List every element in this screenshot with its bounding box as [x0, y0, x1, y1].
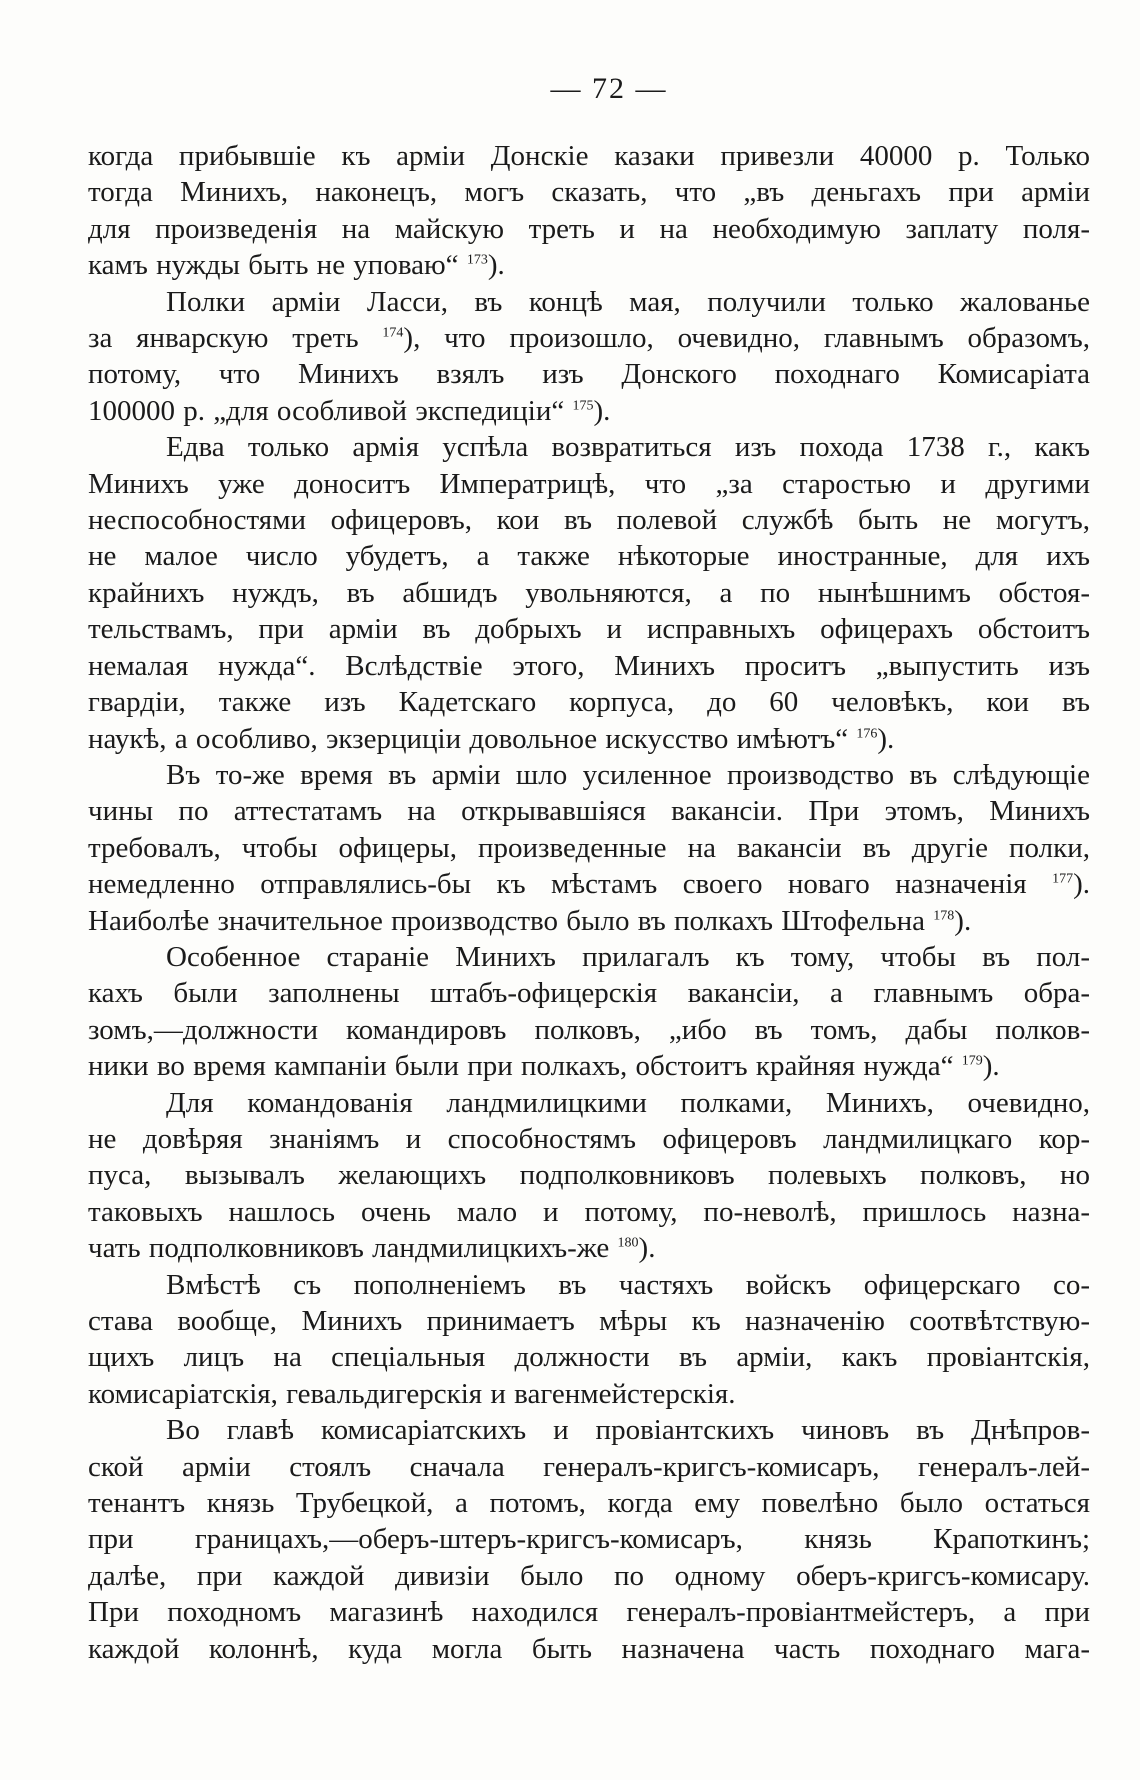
footnote-ref: 173 [466, 252, 488, 268]
text-line: При походномъ магазинѣ находился генералъ-провіантмейстеръ, а при [88, 1596, 1090, 1629]
text-line: требовалъ, чтобы офицеры, произведенные на вакансіи въ другіе полки, [88, 831, 1090, 864]
text-line: Для командованія ландмилицкими полками, Минихъ, очевидно, [166, 1086, 1090, 1119]
text-line: неспособностями офицеровъ, кои въ полевой службѣ быть не могутъ, [88, 504, 1090, 537]
text-line: Вмѣстѣ съ пополненіемъ въ частяхъ войскъ офицерскаго со- [166, 1268, 1090, 1301]
footnote-ref: 175 [572, 398, 594, 414]
text-line: Наиболѣе значительное производство было въ полкахъ Штофельна $^{178}$). [88, 904, 972, 937]
text-line: Во главѣ комисаріатскихъ и провіантскихъ чиновъ въ Днѣпров- [166, 1414, 1090, 1447]
text-line: Въ то-же время въ арміи шло усиленное производство въ слѣдующіе [166, 758, 1090, 791]
text-line: пуса, вызывалъ желающихъ подполковниковъ полевыхъ полковъ, но [88, 1159, 1090, 1192]
text-line: комисаріатскія, гевальдигерскія и вагенмейстерскія. [88, 1377, 736, 1410]
text-line: за январскую треть $^{174}$), что произошло, очевидно, главнымъ образомъ, [88, 322, 1090, 355]
text-line: чины по аттестатамъ на открывавшіяся вакансіи. При этомъ, Минихъ [88, 795, 1090, 828]
text-line: ской арміи стоялъ сначала генералъ-кригсъ-комисаръ, генералъ-лей- [88, 1450, 1090, 1483]
text-line: ники во время кампаніи были при полкахъ, обстоитъ крайняя нужда“ $^{179}$). [88, 1050, 1000, 1083]
text-line: 100000 р. „для особливой экспедиціи“ $^{175}$). [88, 394, 611, 427]
text-line: зомъ,—должности командировъ полковъ, „ибо въ томъ, дабы полков- [88, 1013, 1090, 1046]
footnote-ref: 180 [617, 1235, 639, 1251]
text-line: камъ нужды быть не уповаю“ $^{173}$). [88, 249, 505, 282]
paragraph-3 [88, 429, 1090, 757]
paragraph-7 [88, 1267, 1090, 1413]
text-line: не малое число убудетъ, а также нѣкоторые иностранные, для ихъ [88, 540, 1090, 573]
text-line: таковыхъ нашлось очень мало и потому, по-неволѣ, пришлось назна- [88, 1195, 1090, 1228]
paragraph-1 [88, 138, 1090, 284]
text-line: Едва только армія успѣла возвратиться изъ похода 1738 г., какъ [166, 431, 1090, 464]
text-line: крайнихъ нуждъ, въ абшидъ увольняются, а по нынѣшнимъ обстоя- [88, 576, 1090, 609]
text-line: Минихъ уже доноситъ Императрицѣ, что „за старостью и другими [88, 467, 1090, 500]
text-line: тельствамъ, при арміи въ добрыхъ и исправныхъ офицерахъ обстоитъ [88, 613, 1090, 646]
text-line: немалая нужда“. Вслѣдствіе этого, Минихъ проситъ „выпустить изъ [88, 649, 1090, 682]
footnote-ref: 176 [856, 725, 878, 741]
text-line: наукѣ, а особливо, экзерциціи довольное искусство имѣютъ“ $^{176}$). [88, 722, 895, 755]
paragraph-8 [88, 1412, 1090, 1667]
text-line: тогда Минихъ, наконецъ, могъ сказать, что „въ деньгахъ при арміи [88, 176, 1090, 209]
text-line: тенантъ князь Трубецкой, а потомъ, когда ему повелѣно было остаться [88, 1487, 1090, 1520]
text-line: при границахъ,—оберъ-штеръ-кригсъ-комисаръ, князь Крапоткинъ; [88, 1523, 1090, 1556]
footnote-ref: 178 [933, 907, 955, 923]
text-line: когда прибывшіе къ арміи Донскіе казаки привезли 40000 р. Только [88, 140, 1090, 172]
text-line: немедленно отправлялись-бы къ мѣстамъ своего новаго назначенія $^{177}$). [88, 868, 1091, 901]
paragraph-2 [88, 284, 1090, 430]
text-line: для произведенія на майскую треть и на необходимую заплату поля- [88, 212, 1090, 245]
text-line: не довѣряя знаніямъ и способностямъ офицеровъ ландмилицкаго кор- [88, 1122, 1090, 1155]
paragraph-4 [88, 757, 1090, 939]
footnote-ref: 179 [961, 1053, 983, 1069]
text-line: щихъ лицъ на спеціальныя должности въ арміи, какъ провіантскія, [88, 1341, 1090, 1374]
paragraph-6 [88, 1085, 1090, 1267]
page-number: — 72 — [550, 72, 668, 105]
text-line: става вообще, Минихъ принимаетъ мѣры къ назначенію соотвѣтствую- [88, 1305, 1090, 1337]
text-line: кахъ были заполнены штабъ-офицерскія вакансіи, а главнымъ обра- [88, 977, 1090, 1010]
text-line: Полки арміи Ласси, въ концѣ мая, получили только жалованье [166, 285, 1090, 318]
paragraph-5 [88, 939, 1090, 1085]
text-line: каждой колоннѣ, куда могла быть назначена часть походнаго мага- [88, 1632, 1090, 1665]
text-line: чать подполковниковъ ландмилицкихъ-же $^{180}$). [88, 1232, 656, 1265]
text-line: потому, что Минихъ взялъ изъ Донского походнаго Комисаріата [88, 358, 1090, 391]
text-line: далѣе, при каждой дивизіи было по одному оберъ-кригсъ-комисару. [88, 1559, 1090, 1592]
text-line: гвардіи, также изъ Кадетскаго корпуса, до 60 человѣкъ, кои въ [88, 686, 1090, 719]
footnote-ref: 174 [382, 325, 404, 341]
footnote-ref: 177 [1052, 871, 1074, 887]
text-line: Особенное стараніе Минихъ прилагалъ къ тому, чтобы въ пол- [166, 940, 1090, 973]
